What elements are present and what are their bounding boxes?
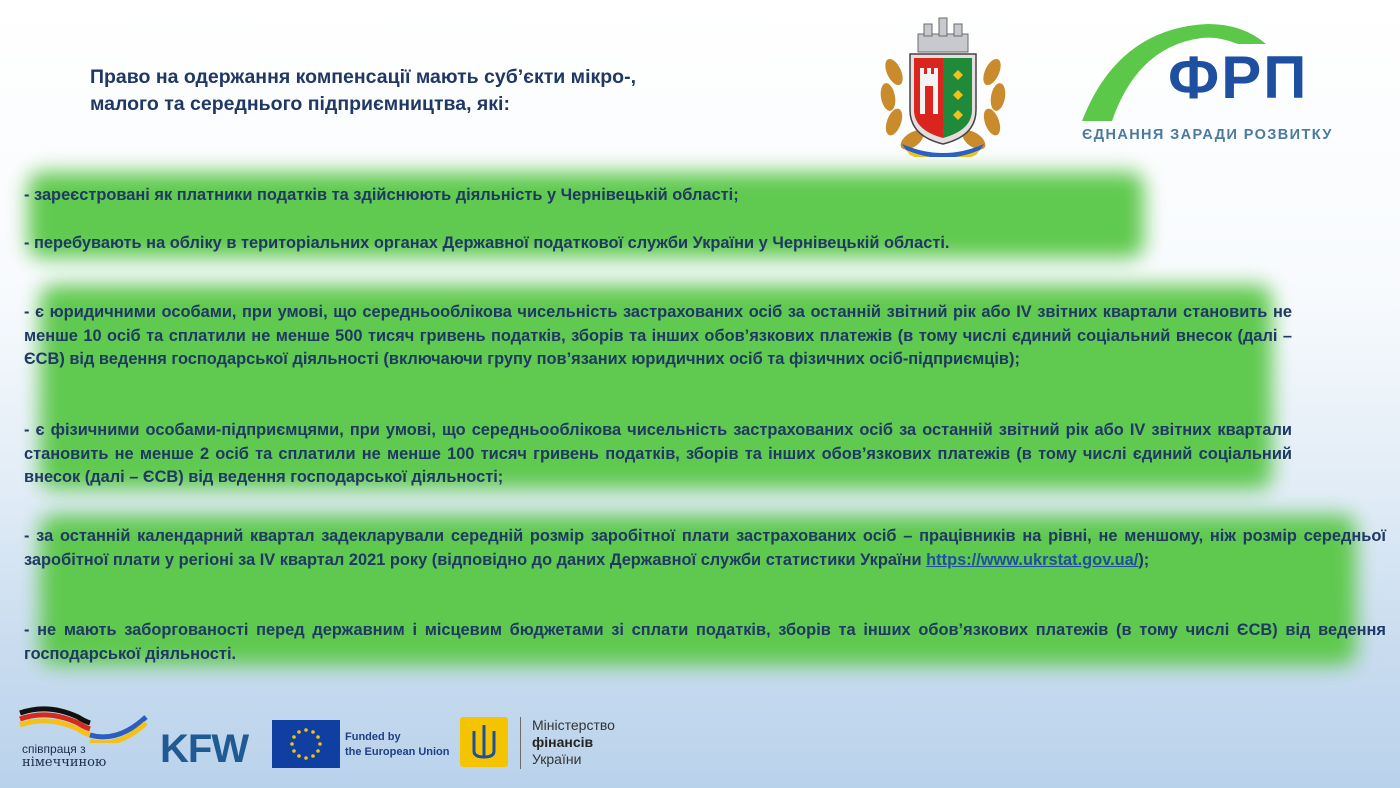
eu-funded-label xyxy=(345,730,450,760)
page-title xyxy=(90,64,790,118)
mf-line-2: фінансів xyxy=(532,734,594,750)
eu-line-1: Funded by xyxy=(345,731,401,743)
criterion-salary-end: ); xyxy=(1138,550,1150,569)
title-line-1: Право на одержання компенсації мають суб’єкти мікро-, xyxy=(90,66,636,88)
criterion-salary xyxy=(24,525,1386,572)
germany-line-1: співпраця з xyxy=(22,742,86,756)
criterion-salary-text: - за останній календарний квартал задекларували середній розмір заробітної плати застрахованих осіб – працівників на рівні, не меншому, ніж розмір середньої заробітної плати у регіоні за IV квартал 2021 року (відповідно до даних Державної служби статистики України xyxy=(24,527,1386,569)
chernivtsi-coat-of-arms-icon xyxy=(872,12,1014,157)
mf-line-3: України xyxy=(532,751,582,767)
kfw-logo: KFW xyxy=(160,727,249,771)
germany-line-2: німеччиною xyxy=(22,755,107,770)
germany-cooperation-label xyxy=(22,742,106,770)
eu-line-2: the European Union xyxy=(345,746,450,758)
frp-tagline: ЄДНАННЯ ЗАРАДИ РОЗВИТКУ xyxy=(1082,127,1333,143)
germany-ukraine-flag-icon xyxy=(18,703,148,743)
criterion-registered: - зареєстровані як платники податків та здійснюють діяльність у Чернівецькій області; xyxy=(24,186,739,204)
ukrstat-link[interactable]: https://www.ukrstat.gov.ua/ xyxy=(926,550,1139,569)
trident-icon xyxy=(460,717,508,767)
frp-logo-name: ФРП xyxy=(1168,44,1309,111)
title-line-2: малого та середнього підприємництва, які: xyxy=(90,93,510,115)
criterion-no-debt: - не мають заборгованості перед державним і місцевим бюджетами зі сплати податків, зборів та інших обов’язкових платежів (в тому числі ЄСВ) від ведення господарської діяльності. xyxy=(24,621,1386,663)
ministry-of-finance-label xyxy=(532,717,615,768)
criterion-individual-entrepreneurs: - є фізичними особами-підприємцями, при умові, що середньооблікова чисельність застрахованих осіб за останній звітний рік або IV звітних квартали становить не менше 2 осіб та сплатили не менше 100 тисяч гривень податків, зборів та інших обов’язкових платежів (в тому числі єдиний соціальний внесок (далі – ЄСВ) від ведення господарської діяльності; xyxy=(24,421,1292,486)
mf-line-1: Міністерство xyxy=(532,717,615,733)
eu-flag-icon xyxy=(272,720,340,768)
criterion-tax-registration: - перебувають на обліку в територіальних органах Державної податкової служби України у Чернівецькій області. xyxy=(24,234,950,252)
criterion-legal-entities: - є юридичними особами, при умові, що середньооблікова чисельність застрахованих осіб за останній звітний рік або IV звітних квартали становить не менше 10 осіб та сплатили не менше 500 тисяч гривень податків, зборів та інших обов’язкових платежів (в тому числі єдиний соціальний внесок (далі – ЄСВ) від ведення господарської діяльності (включаючи групу пов’язаних юридичних осіб та фізичних осіб-підприємців); xyxy=(24,303,1292,368)
ministry-separator xyxy=(520,717,521,769)
